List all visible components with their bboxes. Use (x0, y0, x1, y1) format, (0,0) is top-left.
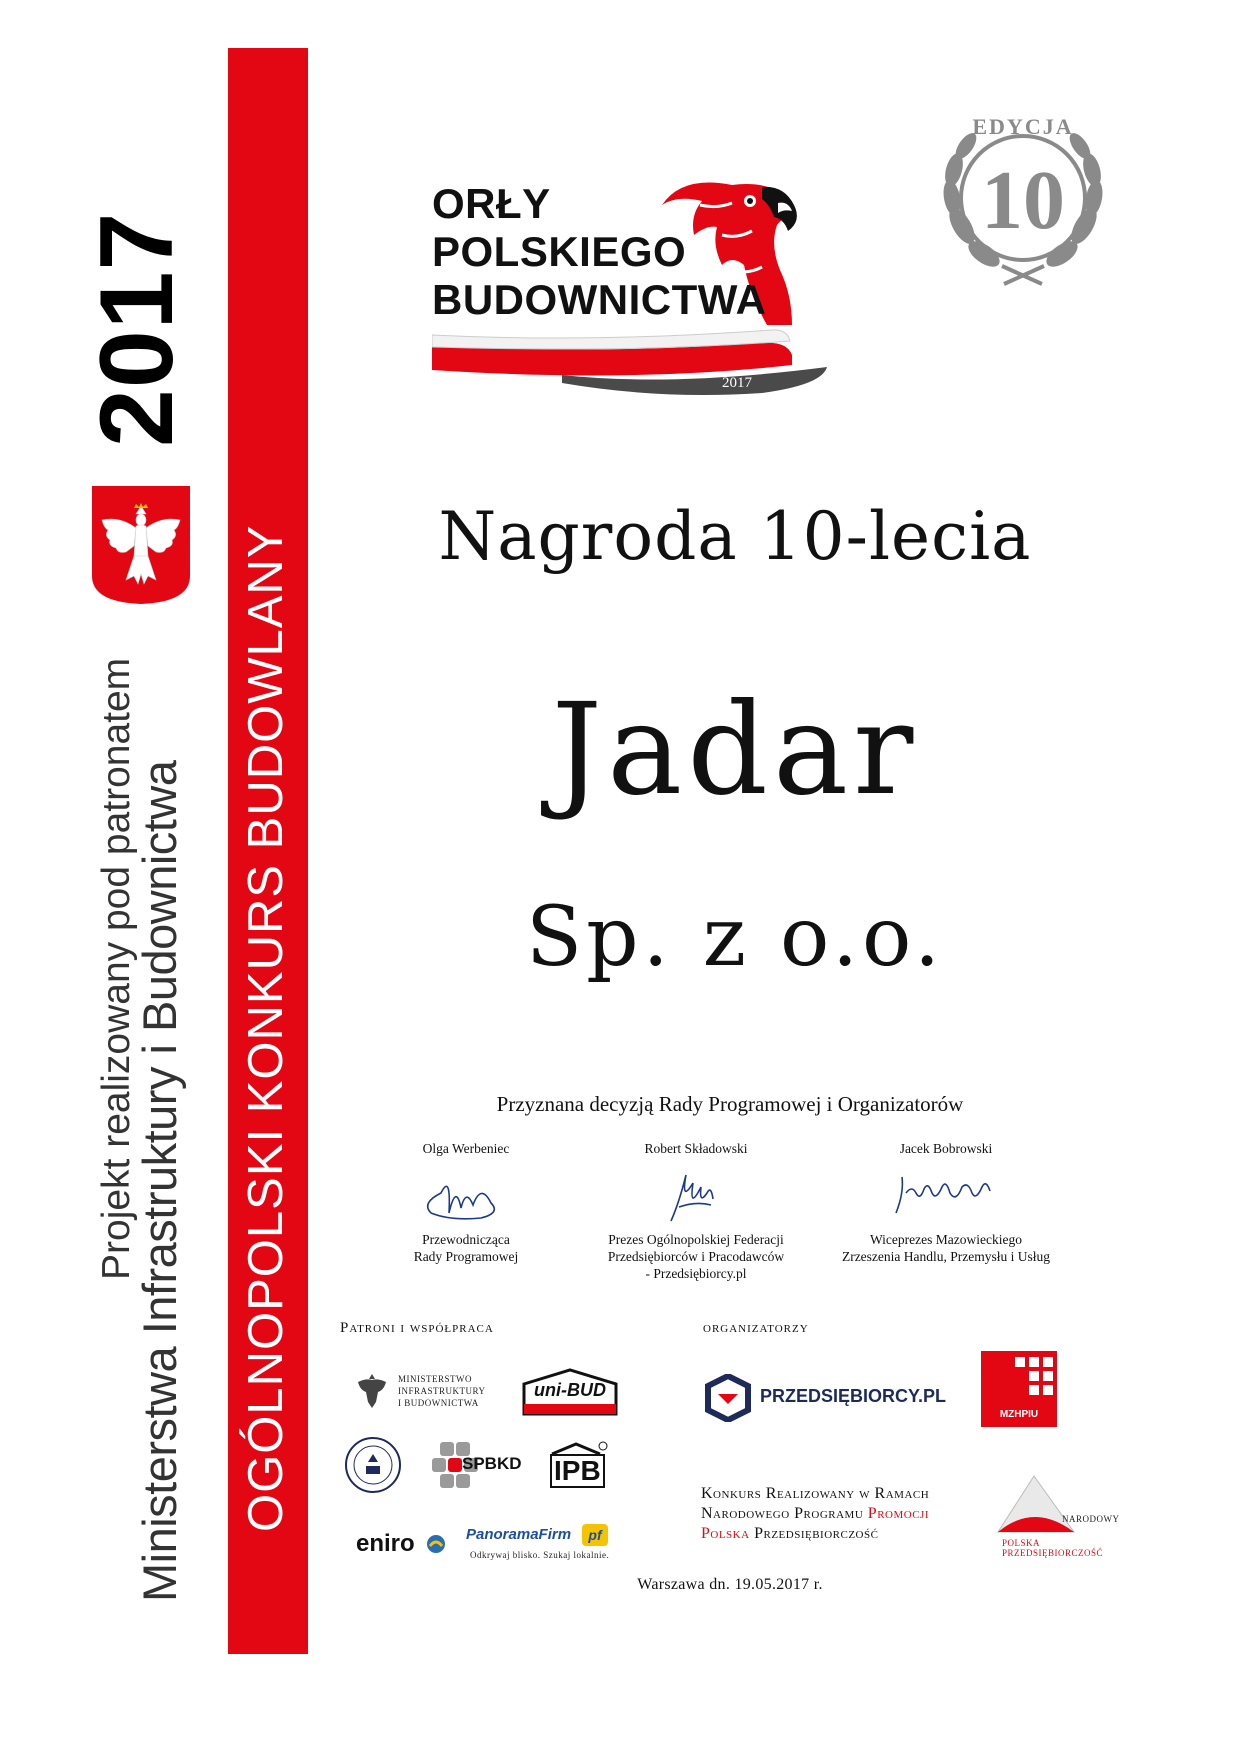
mzhpiu-logo (981, 1351, 1057, 1427)
pf-badge-icon: pf (582, 1524, 608, 1546)
panorama-text: PanoramaFirm (466, 1526, 572, 1543)
program-line-2b: Promocji (867, 1505, 929, 1522)
panoramafirm-logo (466, 1524, 612, 1568)
signature-image (411, 1163, 521, 1223)
patron-line-2: Ministerstwa Infrastruktury i Budownictwa (133, 760, 186, 1602)
eniro-logo (356, 1530, 456, 1560)
ministry-logo (352, 1370, 502, 1416)
npp-logo (990, 1472, 1130, 1556)
eniro-text: eniro (356, 1530, 415, 1557)
band-title: OGÓLNOPOLSKI KONKURS BUDOWLANY (239, 524, 293, 1532)
company-name: Jadar (551, 676, 919, 823)
signer-role-line-1: Prezes Ogólnopolskiej Federacji (608, 1232, 784, 1247)
unibud-text: uni-BUD (534, 1380, 606, 1400)
award-title: Nagroda 10-lecia (438, 498, 1032, 575)
signer-block (576, 1140, 816, 1282)
signer-name: Olga Werbeniec (422, 1141, 510, 1156)
decision-text: Przyznana decyzją Rady Programowej i Organizatorów (496, 1092, 964, 1116)
orly-polskiego-budownictwa-logo (432, 175, 852, 400)
signer-role-line-2: Zrzeszenia Handlu, Przemysłu i Usług (841, 1249, 1051, 1264)
panorama-tagline: Odkrywaj blisko. Szukaj lokalnie. (470, 1550, 610, 1560)
edition-number: 10 (981, 154, 1065, 247)
ministry-line-3: I BUDOWNICTWA (398, 1398, 479, 1408)
program-line-2 (701, 1504, 929, 1524)
ipb-text: IPB (550, 1454, 605, 1488)
seal-logo (344, 1436, 402, 1494)
npp-line-2: POLSKA PRZEDSIĘBIORCZOŚĆ (1002, 1538, 1104, 1558)
signer-role-line-1: Wiceprezes Mazowieckiego (869, 1232, 1022, 1247)
program-line-2a: Narodowego Programu (701, 1505, 868, 1522)
spbkd-logo (430, 1440, 530, 1490)
organizers-heading: organizatorzy (703, 1320, 809, 1336)
patron-line-1: Projekt realizowany pod patronatem (95, 657, 138, 1280)
signer-role-line-2: Rady Programowej (413, 1249, 519, 1264)
program-text (701, 1484, 929, 1544)
ipb-logo (548, 1440, 608, 1490)
program-line-3 (701, 1524, 929, 1544)
company-legal-form: Sp. z o.o. (525, 890, 945, 985)
year-vertical: 2017 (79, 211, 195, 447)
npp-line-1: NARODOWY (1062, 1514, 1120, 1524)
signature-image (641, 1163, 751, 1223)
logo-line-2: POLSKIEGO (432, 228, 687, 275)
ministry-line-2: INFRASTRUKTURY (398, 1386, 486, 1396)
signer-role-line-1: Przewodnicząca (422, 1232, 510, 1247)
shield-hexagon-icon (704, 1374, 752, 1422)
spbkd-text: SPBKD (462, 1454, 522, 1473)
logo-line-1: ORŁY (432, 180, 551, 227)
signer-name: Robert Składowski (644, 1141, 748, 1156)
logo-line-3: BUDOWNICTWA (432, 276, 767, 323)
signer-role-line-2: Przedsiębiorców i Pracodawców (607, 1249, 785, 1264)
program-line-1: Konkurs Realizowany w Ramach (701, 1485, 930, 1502)
eagle-icon (352, 1370, 392, 1412)
unibud-logo (520, 1366, 620, 1418)
przedsiebiorcy-text: PRZEDSIĘBIORCY.PL (760, 1386, 947, 1406)
edition-10-badge (932, 106, 1114, 288)
signature-image (886, 1163, 1006, 1223)
date-line: Warszawa dn. 19.05.2017 r. (637, 1576, 823, 1593)
edition-label: EDYCJA (972, 114, 1074, 139)
signer-block (346, 1140, 586, 1265)
program-line-3b: Przedsiębiorczość (749, 1525, 879, 1542)
eniro-mark-icon (426, 1534, 446, 1554)
program-line-3a: Polska (701, 1525, 750, 1542)
ministry-line-1: MINISTERSTWO (398, 1374, 472, 1384)
logo-year: 2017 (722, 375, 752, 391)
polish-eagle-emblem-icon (90, 484, 192, 606)
patrons-heading: Patroni i współpraca (340, 1320, 494, 1336)
przedsiebiorcy-logo (704, 1374, 947, 1424)
signer-name: Jacek Bobrowski (899, 1141, 993, 1156)
mzhpiu-text: MZHPIU (999, 1409, 1039, 1420)
signer-block (826, 1140, 1066, 1265)
signer-role-line-3: - Przedsiębiorcy.pl (645, 1266, 747, 1281)
